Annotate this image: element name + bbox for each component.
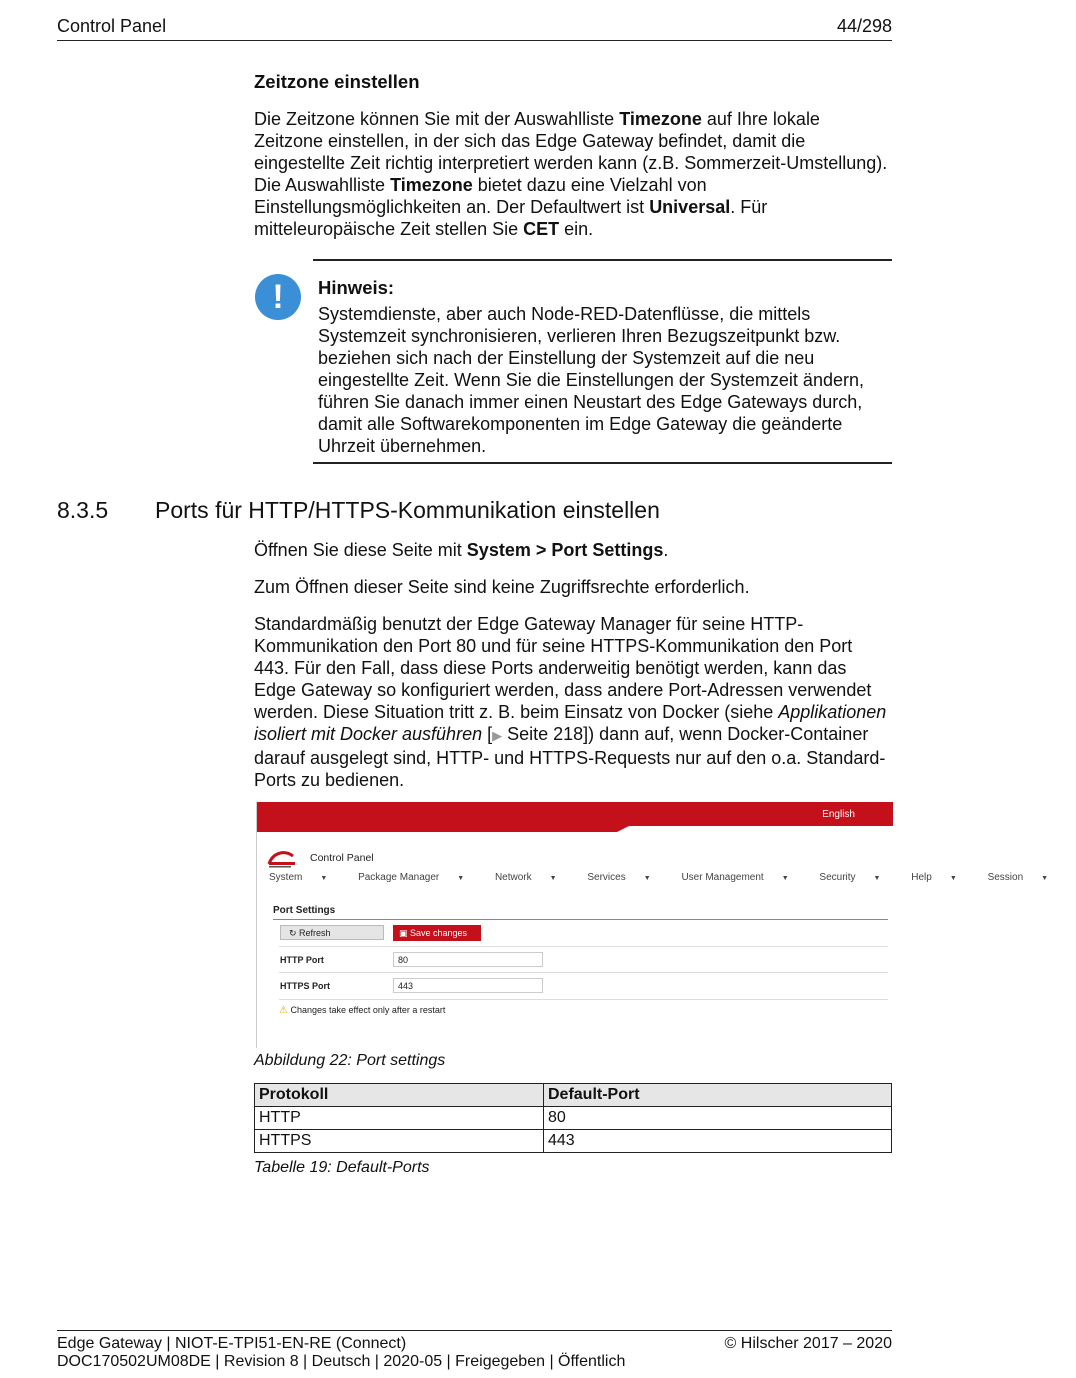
- table-cell: HTTPS: [255, 1130, 544, 1153]
- row-divider: [279, 999, 888, 1000]
- exclamation-circle-icon: !: [255, 274, 301, 320]
- refresh-icon: ↻: [289, 928, 300, 938]
- footer-line-1: Edge Gateway | NIOT-E-TPI51-EN-RE (Connect): [57, 1335, 407, 1352]
- note-bottom-rule: [313, 462, 892, 464]
- note-top-rule: [313, 259, 892, 261]
- column-header: Protokoll: [255, 1084, 544, 1107]
- timezone-heading: Zeitzone einstellen: [254, 71, 420, 92]
- chevron-down-icon: ▼: [549, 875, 557, 882]
- https-port-input[interactable]: 443: [393, 978, 543, 993]
- warning-icon: ⚠: [279, 1005, 288, 1016]
- figure-caption: Abbildung 22: Port settings: [254, 1052, 446, 1069]
- table-row: [255, 1107, 892, 1130]
- main-menu: [269, 872, 1076, 883]
- note-title: Hinweis:: [318, 277, 395, 298]
- chevron-down-icon: ▼: [643, 875, 651, 882]
- default-ports-table: [254, 1083, 892, 1153]
- footer-copyright: © Hilscher 2017 – 2020: [724, 1335, 892, 1352]
- note-text: Systemdienste, aber auch Node-RED-Datenflüsse, die mittels Systemzeit synchronisieren, verlieren Ihren Bezugszeitpunkt bzw. beziehen sich nach der Einstellung der Systemzeit auf die neu eingestellte Zeit. Wenn Sie die Einstellungen der Systemzeit ändern, führen Sie danach immer einen Neustart des Edge Gateways durch, damit alle Softwarekomponenten im Edge Gateway die geänderte Uhrzeit übernehmen.: [318, 304, 864, 456]
- menu-session[interactable]: Session ▼: [987, 872, 1049, 883]
- section-paragraph-1: Öffnen Sie diese Seite mit System > Port Settings.: [254, 540, 669, 560]
- app-title: Control Panel: [310, 852, 374, 864]
- title-divider: [273, 919, 888, 920]
- section-body: [254, 539, 892, 791]
- http-port-label: HTTP Port: [280, 955, 324, 965]
- section-paragraph-2: Zum Öffnen dieser Seite sind keine Zugriffsrechte erforderlich.: [254, 577, 750, 597]
- refresh-button[interactable]: ↻ Refresh: [280, 925, 384, 940]
- cross-reference-link[interactable]: Applikationen isoliert mit Docker ausführen: [254, 702, 887, 744]
- page-footer: [57, 1330, 892, 1370]
- footer-line-2: DOC170502UM08DE | Revision 8 | Deutsch | 2020-05 | Freigegeben | Öffentlich: [57, 1353, 626, 1370]
- arrow-right-icon: ▶: [492, 728, 503, 743]
- menu-package-manager[interactable]: Package Manager ▼: [358, 872, 465, 883]
- table-header-row: [255, 1084, 892, 1107]
- chevron-down-icon: ▼: [1041, 875, 1049, 882]
- menu-user-management[interactable]: User Management ▼: [681, 872, 789, 883]
- page-number: 44/298: [836, 16, 892, 36]
- header-chapter: Control Panel: [57, 16, 167, 36]
- port-settings-screenshot: [256, 802, 1049, 1048]
- timezone-paragraph: Die Zeitzone können Sie mit der Auswahlliste Timezone auf Ihre lokale Zeitzone einstellen, in der sich das Edge Gateway befindet, damit die eingestellte Zeit richtig interpretiert werden kann (z.B. Sommerzeit-Umstellung). Die Auswahlliste Timezone bietet dazu eine Vielzahl von Einstellungsmöglichkeiten an. Der Defaultwert ist Universal. Für mitteleuropäische Zeit stellen Sie CET ein.: [254, 109, 888, 239]
- table-cell: 80: [544, 1107, 892, 1130]
- row-divider: [279, 972, 888, 973]
- header-bar-shape: [257, 802, 893, 840]
- table-cell: 443: [544, 1130, 892, 1153]
- table-cell: HTTP: [255, 1107, 544, 1130]
- save-changes-button[interactable]: ▣ Save changes: [393, 925, 481, 941]
- chevron-down-icon: ▼: [320, 875, 328, 882]
- chevron-down-icon: ▼: [781, 875, 789, 882]
- language-selector[interactable]: English: [822, 809, 855, 820]
- menu-network[interactable]: Network ▼: [494, 872, 557, 883]
- chevron-down-icon: ▼: [873, 875, 881, 882]
- header-bar: [257, 802, 893, 840]
- chevron-down-icon: ▼: [949, 875, 957, 882]
- port-settings-title: Port Settings: [273, 905, 336, 916]
- menu-system[interactable]: System ▼: [269, 872, 328, 883]
- menu-security[interactable]: Security ▼: [819, 872, 881, 883]
- timezone-block: [254, 71, 892, 240]
- footer-document-info: [57, 1335, 625, 1371]
- https-port-label: HTTPS Port: [280, 981, 331, 991]
- restart-warning: ⚠ Changes take effect only after a restart: [279, 1005, 446, 1016]
- hilscher-logo: [267, 850, 299, 870]
- save-icon: ▣: [399, 928, 411, 938]
- table-caption: Tabelle 19: Default-Ports: [254, 1159, 430, 1176]
- table-row: [255, 1130, 892, 1153]
- note-box: [254, 259, 892, 464]
- menu-services[interactable]: Services ▼: [587, 872, 651, 883]
- section-number: 8.3.5: [57, 497, 109, 523]
- column-header: Default-Port: [544, 1084, 892, 1107]
- http-port-input[interactable]: 80: [393, 952, 543, 967]
- chevron-down-icon: ▼: [457, 875, 465, 882]
- menu-help[interactable]: Help ▼: [911, 872, 957, 883]
- page-header: [57, 14, 892, 41]
- row-divider: [279, 946, 888, 947]
- section-paragraph-3: Standardmäßig benutzt der Edge Gateway Manager für seine HTTP-Kommunikation den Port 80 und für seine HTTPS-Kommunikation den Port 443. Für den Fall, dass diese Ports anderweitig benötigt werden, kann das Edge Gateway so konfiguriert werden, dass andere Port-Adressen verwendet werden. Diese Situation tritt z. B. beim Einsatz von Docker (siehe Applikationen isoliert mit Docker ausführen [▶ Seite 218]) dann auf, wenn Docker-Container darauf ausgelegt sind, HTTP- und HTTPS-Requests nur auf den o.a. Standard-Ports zu bedienen.: [254, 614, 887, 790]
- section-title: Ports für HTTP/HTTPS-Kommunikation einstellen: [155, 497, 660, 523]
